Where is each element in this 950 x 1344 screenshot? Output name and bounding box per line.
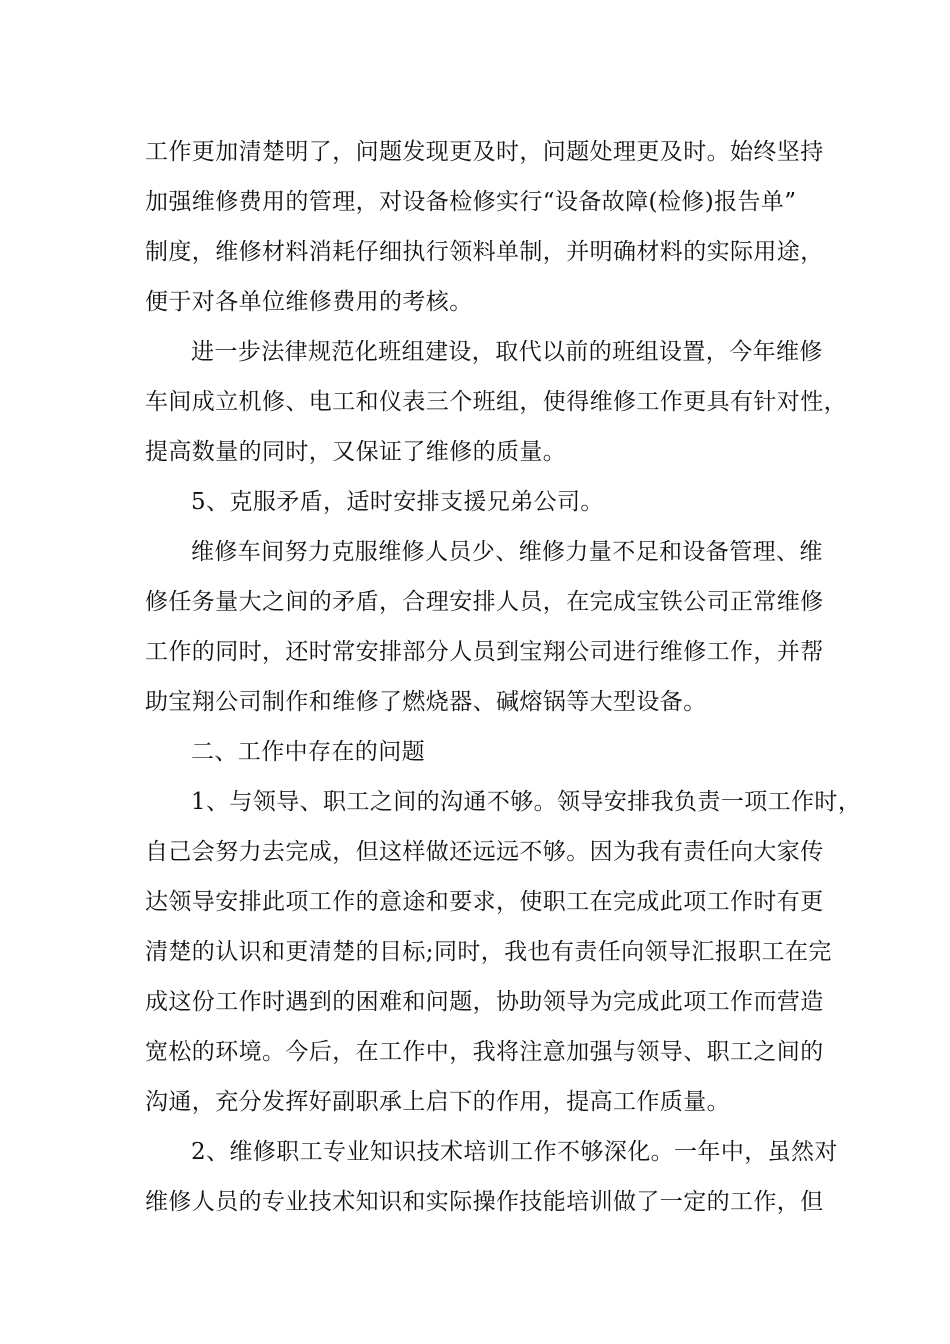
text-line: 维修人员的专业技术知识和实际操作技能培训做了一定的工作，但 <box>145 1189 824 1215</box>
text-line: 达领导安排此项工作的意途和要求，使职工在完成此项工作时有更 <box>145 889 824 915</box>
text-line: 提高数量的同时，又保证了维修的质量。 <box>145 439 567 465</box>
text-line: 工作的同时，还时常安排部分人员到宝翔公司进行维修工作，并帮 <box>145 639 824 665</box>
text-line: 助宝翔公司制作和维修了燃烧器、碱熔锅等大型设备。 <box>145 689 707 715</box>
text-line: 修任务量大之间的矛盾，合理安排人员，在完成宝铁公司正常维修 <box>145 589 824 615</box>
paragraph-1 <box>145 127 825 327</box>
paragraph-4 <box>145 777 862 1127</box>
document-body <box>145 127 862 1227</box>
text-line: 维修车间努力克服维修人员少、维修力量不足和设备管理、维 <box>191 539 823 565</box>
text-line: 工作更加清楚明了，问题发现更及时，问题处理更及时。始终坚持 <box>145 139 824 165</box>
text-line: 自己会努力去完成，但这样做还远远不够。因为我有责任向大家传 <box>145 839 824 865</box>
paragraph-3 <box>145 527 825 727</box>
text-line: 加强维修费用的管理，对设备检修实行“设备故障(检修)报告单” <box>145 189 797 215</box>
text-line: 制度，维修材料消耗仔细执行领料单制，并明确材料的实际用途， <box>145 239 824 265</box>
text-line: 便于对各单位维修费用的考核。 <box>145 289 473 315</box>
text-line: 2、维修职工专业知识技术培训工作不够深化。一年中，虽然对 <box>191 1139 838 1165</box>
text-line: 成这份工作时遇到的困难和问题，协助领导为完成此项工作而营造 <box>145 989 824 1015</box>
paragraph-2 <box>145 327 847 477</box>
section-heading-5 <box>145 477 825 527</box>
section-heading-2 <box>145 727 825 777</box>
text-line: 沟通，充分发挥好副职承上启下的作用，提高工作质量。 <box>145 1089 730 1115</box>
text-line: 1、与领导、职工之间的沟通不够。领导安排我负责一项工作时， <box>191 789 862 815</box>
text-line: 清楚的认识和更清楚的目标;同时，我也有责任向领导汇报职工在完 <box>145 939 832 965</box>
text-line: 5、克服矛盾，适时安排支援兄弟公司。 <box>191 489 604 515</box>
paragraph-5 <box>145 1127 838 1227</box>
text-line: 车间成立机修、电工和仪表三个班组，使得维修工作更具有针对性， <box>145 389 847 415</box>
text-line: 宽松的环境。今后，在工作中，我将注意加强与领导、职工之间的 <box>145 1039 824 1065</box>
text-line: 进一步法律规范化班组建设，取代以前的班组设置，今年维修 <box>191 339 823 365</box>
text-line: 二、工作中存在的问题 <box>191 739 425 765</box>
